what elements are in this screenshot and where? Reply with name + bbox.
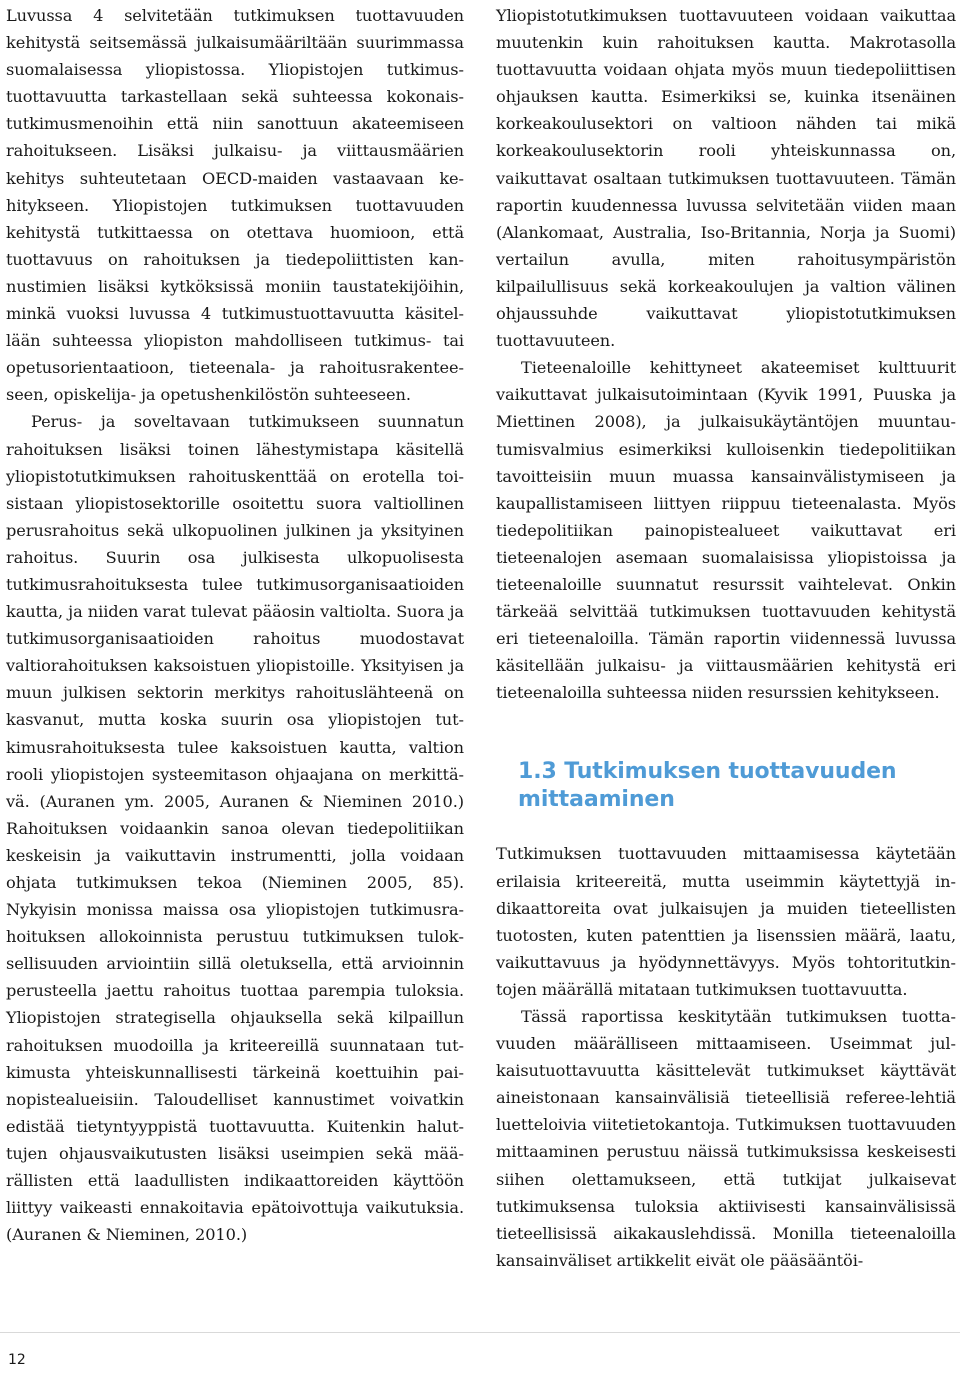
page-number: 12 xyxy=(8,1352,26,1368)
body-paragraph: Perus- ja soveltavaan tutkimukseen suunnatun rahoituksen lisäksi toinen lähestymistapa käsitellä yliopistotutkimuksen rahoituskenttää on erotella toisistaan yliopistosektorille osoitettu suora valtiollinen perusrahoitus sekä ulkopuolinen julkinen ja yksityinen rahoitus. Suurin osa julkisesta ulkopuolisesta tutkimusrahoituksesta tulee tutkimusorganisaatioiden kautta, ja niiden varat tulevat pääosin valtiolta. Suora ja tutkimusorganisaatioiden rahoitus muodostavat valtiorahoituksen kaksoistuen yliopistoille. Yksityisen ja muun julkisen sektorin merkitys rahoituslähteenä on kasvanut, mutta koska suurin osa yliopistojen tutkimusrahoituksesta tulee kaksoistuen kautta, valtion rooli yliopistojen systeemitason ohjaajana on merkittävä. (Auranen ym. 2005, Auranen & Nieminen 2010.) Rahoituksen voidaankin sanoa olevan tiedepolitiikan keskeisin ja vaikuttavin instrumentti, jolla voidaan ohjata tutkimuksen tekoa (Nieminen 2005, 85). Nykyisin monissa maissa osa yliopistojen tutkimusrahoituksen allokoinnista perustuu tutkimuksen tuloksellisuuden arviointiin sillä oletuksella, että arvioinnin perusteella jaettu rahoitus tuottaa parempia tuloksia. Yliopistojen strategisella ohjauksella sekä kilpaillun rahoituksen muodoilla ja kriteereillä suunnataan tutkimusta yhteiskunnallisesti tärkeinä koettuihin painopistealueisiin. Taloudelliset kannustimet voivatkin edistää tietyntyyppistä tuottavuutta. Kuitenkin haluttujen ohjausvaikutusten lisäksi useimpien sekä määrällisten että laadullisten indikaattoreiden käyttöön liittyy vaikeasti ennakoitavia epätoivottuja vaikutuksia. (Auranen & Nieminen, 2010.) xyxy=(6,412,464,1245)
body-paragraph: Luvussa 4 selvitetään tutkimuksen tuottavuuden kehitystä seitsemässä julkaisumääriltään suurimmassa suomalaisessa yliopistossa. Yliopistojen tutkimustuottavuutta tarkastellaan sekä suhteessa kokonaistutkimusmenoihin että niin sanottuun akateemiseen rahoitukseen. Lisäksi julkaisu- ja viittausmäärien kehitys suhteutetaan OECD-maiden vastaavaan kehitykseen. Yliopistojen tutkimuksen tuottavuuden kehitystä tutkittaessa on otettava huomioon, että tuottavuus on rahoituksen ja tiedepoliittisten kannustimien lisäksi kytköksissä moniin taustatekijöihin, minkä vuoksi luvussa 4 tutkimustuottavuutta käsitellään suhteessa yliopiston mahdolliseen tutkimus- tai opetusorientaatioon, tieteenala- ja rahoitusrakenteeseen, opiskelija- ja opetushenkilöstön suhteeseen. xyxy=(6,6,464,405)
section-heading: 1.3 Tutkimuksen tuottavuuden mittaaminen xyxy=(518,759,897,813)
footer-divider xyxy=(0,1332,960,1333)
left-column xyxy=(6,2,464,1248)
body-paragraph: Yliopistotutkimuksen tuottavuuteen voidaan vaikuttaa muutenkin kuin rahoituksen kautta. Makrotasolla tuottavuutta voidaan ohjata myös muun tiedepoliittisen ohjauksen kautta. Esimerkiksi se, kuinka itsenäinen korkeakoulusektori on valtioon nähden tai mikä korkeakoulusektorin rooli yhteiskunnassa on, vaikuttavat osaltaan tutkimuksen tuottavuuteen. Tämän raportin kuudennessa luvussa selvitetään viiden maan (Alankomaat, Australia, Iso-Britannia, Norja ja Suomi) vertailun avulla, miten rahoitusympäristön kilpailullisuus sekä korkeakoulujen ja valtion välinen ohjaussuhde vaikuttavat yliopistotutkimuksen tuottavuuteen. xyxy=(496,6,956,351)
body-paragraph: Tutkimuksen tuottavuuden mittaamisessa käytetään erilaisia kriteereitä, mutta useimmin käytettyjä indikaattoreita ovat julkaisujen ja muiden tieteellisten tuotosten, kuten patenttien ja lisenssien määrä, laatu, vaikuttavuus ja hyödynnettävyys. Myös tohtoritutkintojen määrällä mitataan tutkimuksen tuottavuutta. xyxy=(496,844,956,999)
right-column xyxy=(496,2,956,1274)
body-paragraph: Tieteenaloille kehittyneet akateemiset kulttuurit vaikuttavat julkaisutoimintaan (Kyvik 1991, Puuska ja Miettinen 2008), ja julkaisukäytäntöjen muuntautumisvalmius esimerkiksi kulloisenkin tiedepolitiikan tavoitteisiin muun muassa kansainvälistymiseen ja kaupallistamiseen liittyen riippuu tieteenalasta. Myös tiedepolitiikan painopistealueet vaikuttavat eri tieteenalojen asemaan suomalaisissa yliopistoissa ja tieteenaloille suunnatut resurssit vaihtelevat. Onkin tärkeää selvittää tutkimuksen tuottavuuden kehitystä eri tieteenaloilla. Tämän raportin viidennessä luvussa käsitellään julkaisu- ja viittausmäärien kehitystä eri tieteenaloilla suhteessa niiden resurssien kehitykseen. xyxy=(496,358,956,703)
body-paragraph: Tässä raportissa keskitytään tutkimuksen tuottavuuden määrälliseen mittaamiseen. Useimmat julkaisutuottavuutta käsittelevät tutkimukset käyttävät aineistonaan kansainvälisiä tieteellisiä referee-lehtiä luetteloivia viitetietokantoja. Tutkimuksen tuottavuuden mittaaminen perustuu näissä tutkimuksissa keskeisesti siihen olettamukseen, että tutkijat julkaisevat tutkimuksensa tuloksia aktiivisesti kansainvälisissä tieteellisissä aikakauslehdissä. Monilla tieteenaloilla kansainväliset artikkelit eivät ole pääsääntöi- xyxy=(496,1007,956,1270)
